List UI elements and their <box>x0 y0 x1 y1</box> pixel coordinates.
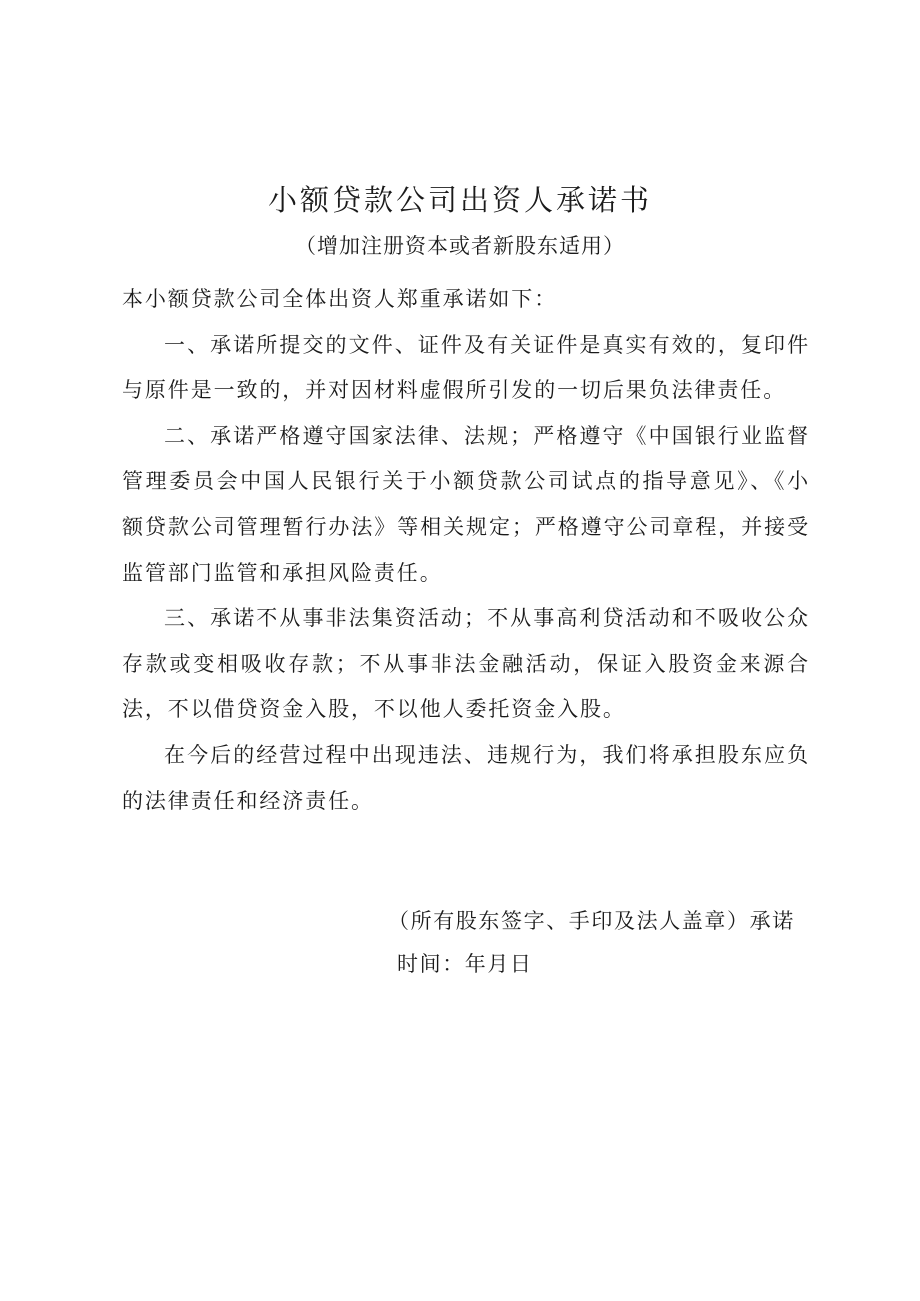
commitment-paragraph-2: 二、承诺严格遵守国家法律、法规；严格遵守《中国银行业监督管理委员会中国人民银行关于小额贷款公司试点的指导意见》、《小额贷款公司管理暂行办法》等相关规定；严格遵守公司章程，并接受监管部门监管和承担风险责任。 <box>122 423 810 585</box>
intro-paragraph: 本小额贷款公司全体出资人郑重承诺如下： <box>122 287 558 311</box>
commitment-paragraph-1: 一、承诺所提交的文件、证件及有关证件是真实有效的，复印件与原件是一致的，并对因材料虚假所引发的一切后果负法律责任。 <box>122 332 810 403</box>
signature-line: （所有股东签字、手印及法人盖章）承诺 <box>388 909 795 933</box>
closing-paragraph: 在今后的经营过程中出现违法、违规行为，我们将承担股东应负的法律责任和经济责任。 <box>122 742 810 813</box>
document-body <box>122 277 810 824</box>
commitment-paragraph-3: 三、承诺不从事非法集资活动；不从事高利贷活动和不吸收公众存款或变相吸收存款；不从事非法金融活动，保证入股资金来源合法，不以借贷资金入股，不以他人委托资金入股。 <box>122 606 810 722</box>
date-line: 时间：年月日 <box>397 952 533 976</box>
document-title: 小额贷款公司出资人承诺书 <box>267 183 652 217</box>
document-subtitle: （增加注册资本或者新股东适用） <box>295 234 625 258</box>
